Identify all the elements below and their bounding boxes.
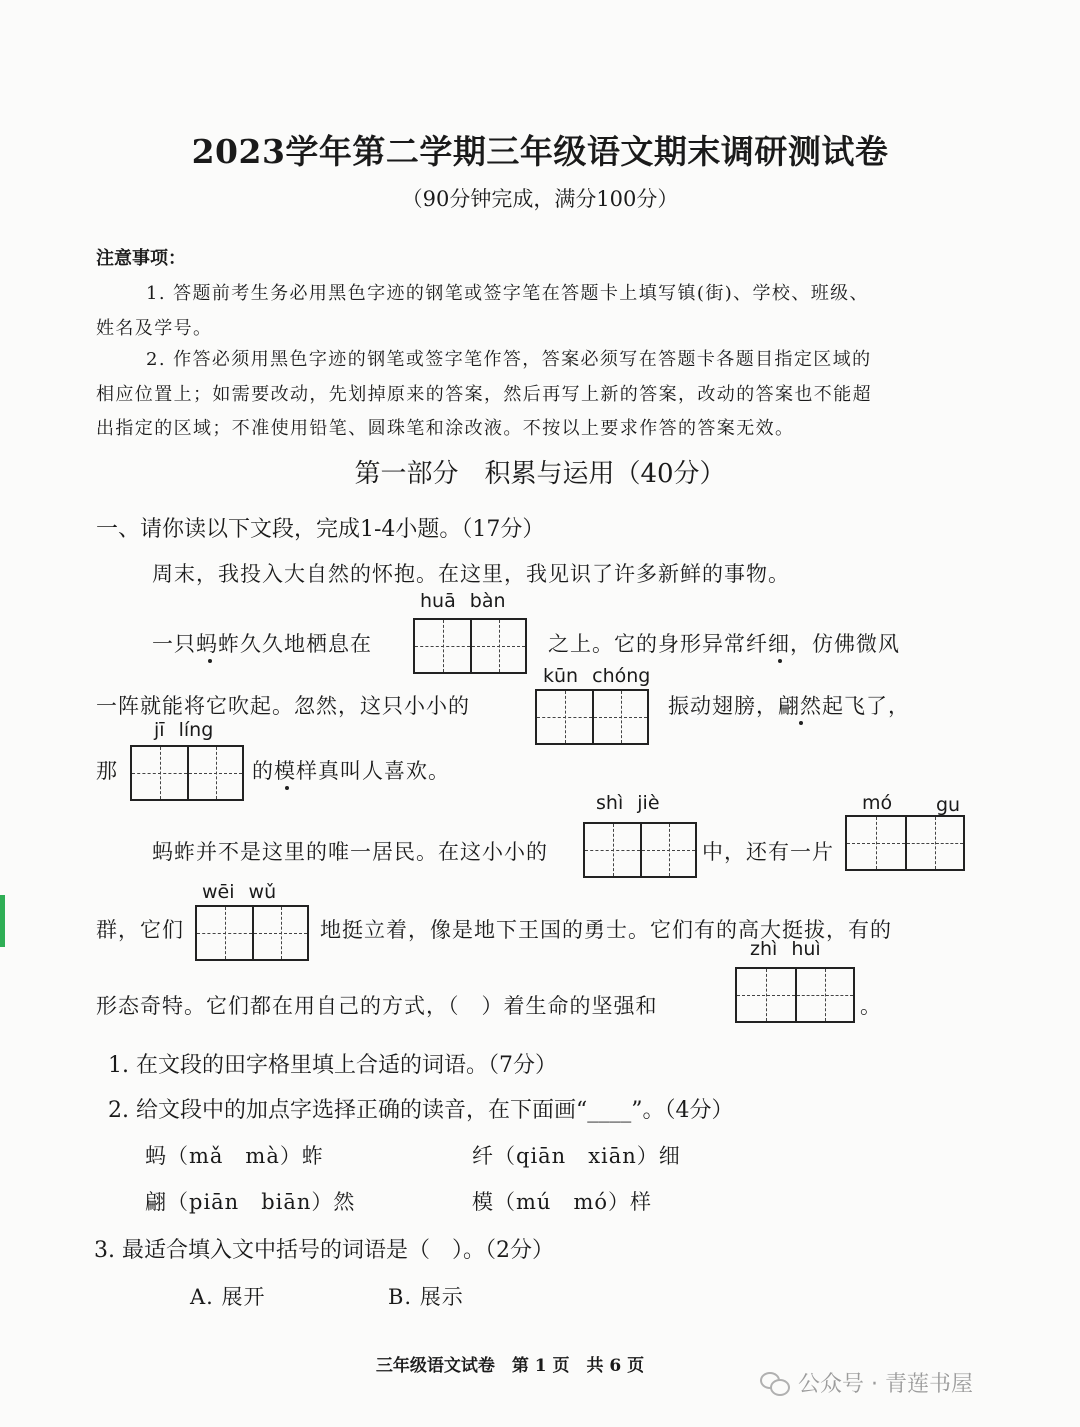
watermark-text: 公众号 · 青莲书屋 bbox=[798, 1372, 973, 1397]
passage-line: 群，它们 bbox=[96, 918, 184, 942]
sub-question-3: 3. 最适合填入文中括号的词语是（ ）。（2分） bbox=[94, 1238, 554, 1263]
pinyin-kunchong: kūn chóng bbox=[543, 665, 651, 687]
passage-line: 。 bbox=[860, 994, 882, 1018]
emphasis-dot bbox=[285, 786, 289, 790]
tianzige-kunchong[interactable] bbox=[535, 689, 649, 745]
passage-line: 之上。它的身形异常纤细，仿佛微风 bbox=[548, 632, 900, 656]
passage-line: 那 bbox=[96, 759, 118, 783]
emphasis-dot bbox=[778, 659, 782, 663]
passage-line: 形态奇特。它们都在用自己的方式，（ ）着生命的坚强和 bbox=[96, 994, 658, 1018]
tianzige-huaban[interactable] bbox=[413, 618, 527, 674]
page-footer: 三年级语文试卷 第 1 页 共 6 页 bbox=[375, 1356, 645, 1376]
pronunciation-option[interactable]: 翩（piān biān）然 bbox=[145, 1190, 356, 1214]
pinyin-shijie: shì jiè bbox=[596, 792, 660, 814]
passage-line: 振动翅膀，翩然起飞了， bbox=[668, 694, 910, 718]
pinyin-mogu-2: gu bbox=[936, 794, 961, 816]
tianzige-jiling[interactable] bbox=[130, 745, 244, 801]
notice-line: 姓名及学号。 bbox=[96, 318, 213, 339]
question-heading: 一、请你读以下文段，完成1-4小题。（17分） bbox=[96, 517, 545, 542]
passage-line: 地挺立着，像是地下王国的勇士。它们有的高大挺拔，有的 bbox=[320, 918, 892, 942]
notice-line: 相应位置上；如需要改动，先划掉原来的答案，然后再写上新的答案，改动的答案也不能超 bbox=[96, 384, 872, 405]
exam-subtitle: （90分钟完成，满分100分） bbox=[401, 187, 679, 211]
emphasis-dot bbox=[799, 721, 803, 725]
scan-edge-mark bbox=[0, 895, 5, 947]
pinyin-zhihui: zhì huì bbox=[750, 938, 821, 960]
passage-line: 一只蚂蚱久久地栖息在 bbox=[152, 632, 372, 656]
choice-option-a[interactable]: A. 展开 bbox=[190, 1285, 266, 1309]
pinyin-huaban: huā bàn bbox=[420, 590, 506, 612]
passage-line: 中，还有一片 bbox=[702, 840, 834, 864]
pronunciation-option[interactable]: 纤（qiān xiān）细 bbox=[472, 1144, 681, 1168]
tianzige-mogu[interactable] bbox=[845, 815, 965, 871]
passage-line: 蚂蚱并不是这里的唯一居民。在这小小的 bbox=[152, 840, 548, 864]
pronunciation-option[interactable]: 蚂（mǎ mà）蚱 bbox=[145, 1144, 324, 1168]
sub-question-1: 1. 在文段的田字格里填上合适的词语。（7分） bbox=[108, 1053, 557, 1078]
passage-line: 一阵就能将它吹起。忽然，这只小小的 bbox=[96, 694, 470, 718]
pronunciation-option[interactable]: 模（mú mó）样 bbox=[472, 1190, 652, 1214]
tianzige-zhihui[interactable] bbox=[735, 967, 855, 1023]
passage-line: 周末，我投入大自然的怀抱。在这里，我见识了许多新鲜的事物。 bbox=[152, 562, 790, 586]
notice-line: 1. 答题前考生务必用黑色字迹的钢笔或签字笔在答题卡上填写镇(街)、学校、班级、 bbox=[146, 283, 869, 304]
notice-line: 出指定的区域；不准使用铅笔、圆珠笔和涂改液。不按以上要求作答的答案无效。 bbox=[96, 418, 795, 439]
watermark bbox=[760, 1367, 973, 1398]
tianzige-shijie[interactable] bbox=[583, 822, 697, 878]
wechat-icon bbox=[760, 1370, 790, 1396]
notice-heading: 注意事项： bbox=[96, 248, 186, 269]
section-title: 第一部分 积累与运用（40分） bbox=[354, 459, 726, 489]
exam-title: 2023学年第二学期三年级语文期末调研测试卷 bbox=[191, 132, 889, 171]
passage-line: 的模样真叫人喜欢。 bbox=[252, 759, 450, 783]
sub-question-2: 2. 给文段中的加点字选择正确的读音，在下面画“____”。（4分） bbox=[108, 1098, 734, 1123]
tianzige-weiwu[interactable] bbox=[195, 905, 309, 961]
notice-line: 2. 作答必须用黑色字迹的钢笔或签字笔作答，答案必须写在答题卡各题目指定区域的 bbox=[146, 349, 872, 370]
pinyin-mogu-1: mó bbox=[862, 792, 893, 814]
choice-option-b[interactable]: B. 展示 bbox=[388, 1285, 464, 1309]
emphasis-dot bbox=[208, 659, 212, 663]
pinyin-jiling: jī líng bbox=[154, 719, 214, 741]
pinyin-weiwu: wēi wǔ bbox=[202, 881, 277, 903]
